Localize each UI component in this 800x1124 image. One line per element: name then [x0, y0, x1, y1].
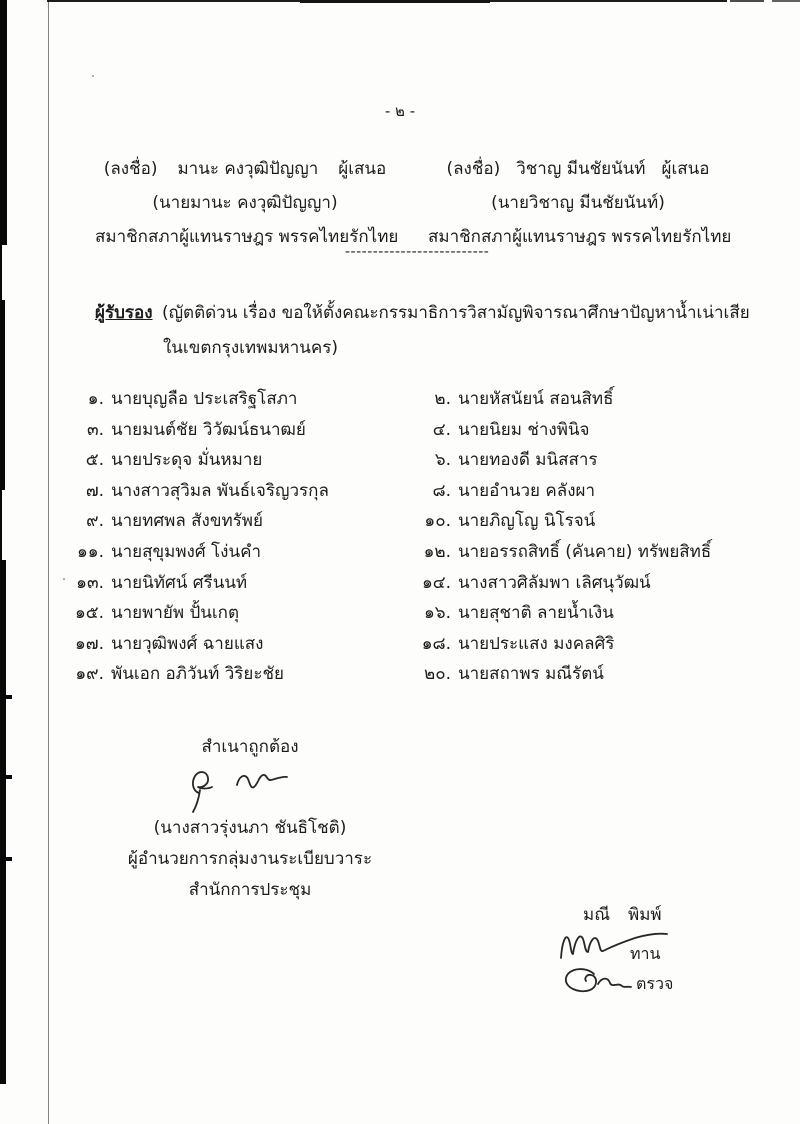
endorser-row: [70, 663, 402, 694]
endorser-name: นายสถาพร มณีรัตน์: [458, 664, 604, 685]
endorser-name: นางสาวศิลัมพา เลิศนุวัฒน์: [458, 572, 651, 593]
endorser-name: นายทศพล สังขทรัพย์: [111, 511, 263, 532]
signatory-paren-name: (นายมานะ คงวุฒิปัญญา): [152, 193, 338, 213]
endorser-name: นายนิยม ช่างพินิจ: [458, 419, 590, 440]
signatory-sign-line: [428, 158, 728, 181]
endorser-number: ๑๗.: [75, 633, 104, 654]
endorser-row: [70, 510, 402, 541]
signatory-paren-name: (นายวิชาญ มีนชัยนันท์): [491, 193, 665, 213]
certifier-office: สำนักการประชุม: [188, 880, 312, 900]
endorser-name: นายภิญโญ นิโรจน์: [458, 511, 596, 532]
endorser-name: นายทองดี มนิสสาร: [458, 450, 598, 471]
endorser-column-right: [417, 388, 749, 694]
review-block: [550, 902, 760, 1017]
scan-artifact-notch: [6, 857, 12, 861]
endorser-row: [417, 388, 749, 419]
endorser-row: [417, 449, 749, 480]
endorser-name: นายอำนวย คลังผา: [458, 480, 596, 501]
endorsement-heading-line1: [95, 302, 750, 325]
endorser-row: [417, 572, 749, 603]
signatory-role: ผู้เสนอ: [338, 159, 387, 179]
certifier-paren-name: (นางสาวรุ่งนภา ชันธิโชติ): [153, 818, 347, 838]
endorser-row: [70, 602, 402, 633]
endorser-name: นายสุชาติ ลายน้ำเงิน: [458, 603, 614, 624]
certified-label: สำเนาถูกต้อง: [201, 737, 299, 757]
signatory-title: สมาชิกสภาผู้แทนราษฎร พรรคไทยรักไทย: [95, 227, 399, 247]
endorser-row: [70, 572, 402, 603]
scan-artifact-left-bar-segment: [0, 560, 6, 1084]
endorser-number: ๑๘.: [421, 633, 451, 654]
signatory-block-left: [95, 158, 399, 249]
endorser-number: ๘.: [432, 480, 451, 501]
endorser-row: [70, 541, 402, 572]
typist-name: มณี: [583, 905, 610, 925]
certifier-signature-icon: [175, 763, 295, 815]
signatory-block-right: [428, 158, 732, 249]
proof-label: ทาน: [630, 944, 661, 963]
endorser-row: [417, 510, 749, 541]
endorser-row: [70, 419, 402, 450]
scan-artifact-speck: [63, 578, 65, 580]
scan-artifact-left-bar-segment: [0, 300, 5, 490]
endorser-number: ๑๖.: [424, 603, 451, 624]
page-number: - ๒ -: [384, 102, 416, 120]
signatory-title: สมาชิกสภาผู้แทนราษฎร พรรคไทยรักไทย: [428, 227, 732, 247]
endorser-name: นายบุญลือ ประเสริฐโสภา: [111, 389, 298, 409]
endorser-row: [417, 541, 749, 572]
endorser-number: ๔.: [432, 419, 451, 440]
endorser-number: ๑๔.: [421, 572, 451, 593]
endorser-name: นายนิทัศน์ ศรีนนท์: [111, 572, 248, 593]
checker-signature-icon: [558, 962, 638, 1002]
endorser-name: นายมนต์ชัย วิวัฒน์ธนาฒย์: [111, 419, 306, 440]
endorser-number: ๑๒.: [423, 541, 451, 562]
endorser-number: ๗.: [85, 480, 104, 501]
endorser-number: ๑๐.: [424, 511, 451, 532]
endorser-name: นางสาวสุวิมล พันธ์เจริญวรกุล: [111, 480, 329, 501]
endorser-name: นายวุฒิพงศ์ ฉายแสง: [111, 633, 264, 654]
endorser-number: ๒๐.: [424, 664, 451, 685]
certifier-title: ผู้อำนวยการกลุ่มงานระเบียบวาระ: [127, 849, 373, 869]
endorser-number: ๕.: [85, 450, 104, 471]
certification-block: [110, 736, 390, 902]
scan-artifact-top-line-dashes: [730, 0, 764, 2]
endorser-row: [70, 480, 402, 511]
scan-artifact-speck: [92, 75, 94, 77]
endorser-name: พันเอก อภิวันท์ วิริยะชัย: [111, 664, 285, 685]
typed-label: พิมพ์: [627, 905, 662, 925]
scan-artifact-notch: [6, 775, 12, 779]
endorser-row: [70, 388, 402, 419]
endorser-name: นายประแสง มงคลศิริ: [458, 633, 615, 654]
endorser-row: [417, 633, 749, 664]
signatory-role: ผู้เสนอ: [661, 159, 710, 179]
endorser-column-left: [70, 388, 402, 694]
scan-artifact-notch: [6, 695, 12, 699]
endorser-name: นายอรรถสิทธิ์ (คันคาย) ทรัพยสิทธิ์: [458, 541, 712, 562]
endorser-row: [417, 602, 749, 633]
endorser-number: ๑๑.: [77, 541, 104, 562]
endorser-row: [417, 480, 749, 511]
endorsement-heading-label: ผู้รับรอง: [95, 303, 153, 323]
endorser-name: นายประดุจ มั่นหมาย: [111, 450, 263, 471]
endorser-name: นายพายัพ ปั้นเกตุ: [111, 603, 240, 624]
endorsement-subject: (ญัตติด่วน เรื่อง ขอให้ตั้งคณะกรรมาธิการวิสามัญพิจารณาศึกษาปัญหาน้ำเน่าเสีย: [161, 303, 750, 323]
signatory-name: มานะ คงวุฒิปัญญา: [177, 159, 319, 179]
endorser-number: ๑๙.: [75, 664, 104, 685]
dashed-divider: --------------------------: [345, 244, 490, 260]
endorsement-heading-line2: ในเขตกรุงเทพมหานคร): [163, 338, 339, 358]
endorser-name: นายหัสนัยน์ สอนสิทธิ์: [458, 389, 614, 409]
endorser-number: ๒.: [434, 389, 451, 409]
endorser-number: ๑.: [87, 389, 104, 409]
endorser-number: ๑๕.: [74, 603, 104, 624]
endorser-number: ๖.: [434, 450, 451, 471]
endorser-number: ๑๓.: [76, 572, 104, 593]
endorser-row: [417, 663, 749, 694]
scan-artifact-top-line-blob: [300, 0, 490, 3]
sign-label: (ลงชื่อ): [446, 159, 501, 179]
check-label: ตรวจ: [636, 974, 674, 993]
sign-label: (ลงชื่อ): [103, 159, 158, 179]
signatory-sign-line: [95, 158, 395, 181]
endorser-number: ๓.: [86, 419, 104, 440]
endorser-row: [70, 633, 402, 664]
endorser-row: [70, 449, 402, 480]
endorser-number: ๙.: [86, 511, 104, 532]
endorser-row: [417, 419, 749, 450]
scan-artifact-top-line-dashes: [772, 0, 800, 2]
scan-artifact-vertical-rule: [48, 0, 49, 1124]
signatory-name: วิชาญ มีนชัยนันท์: [516, 159, 646, 179]
endorser-name: นายสุขุมพงศ์ โง่นคำ: [111, 541, 262, 562]
